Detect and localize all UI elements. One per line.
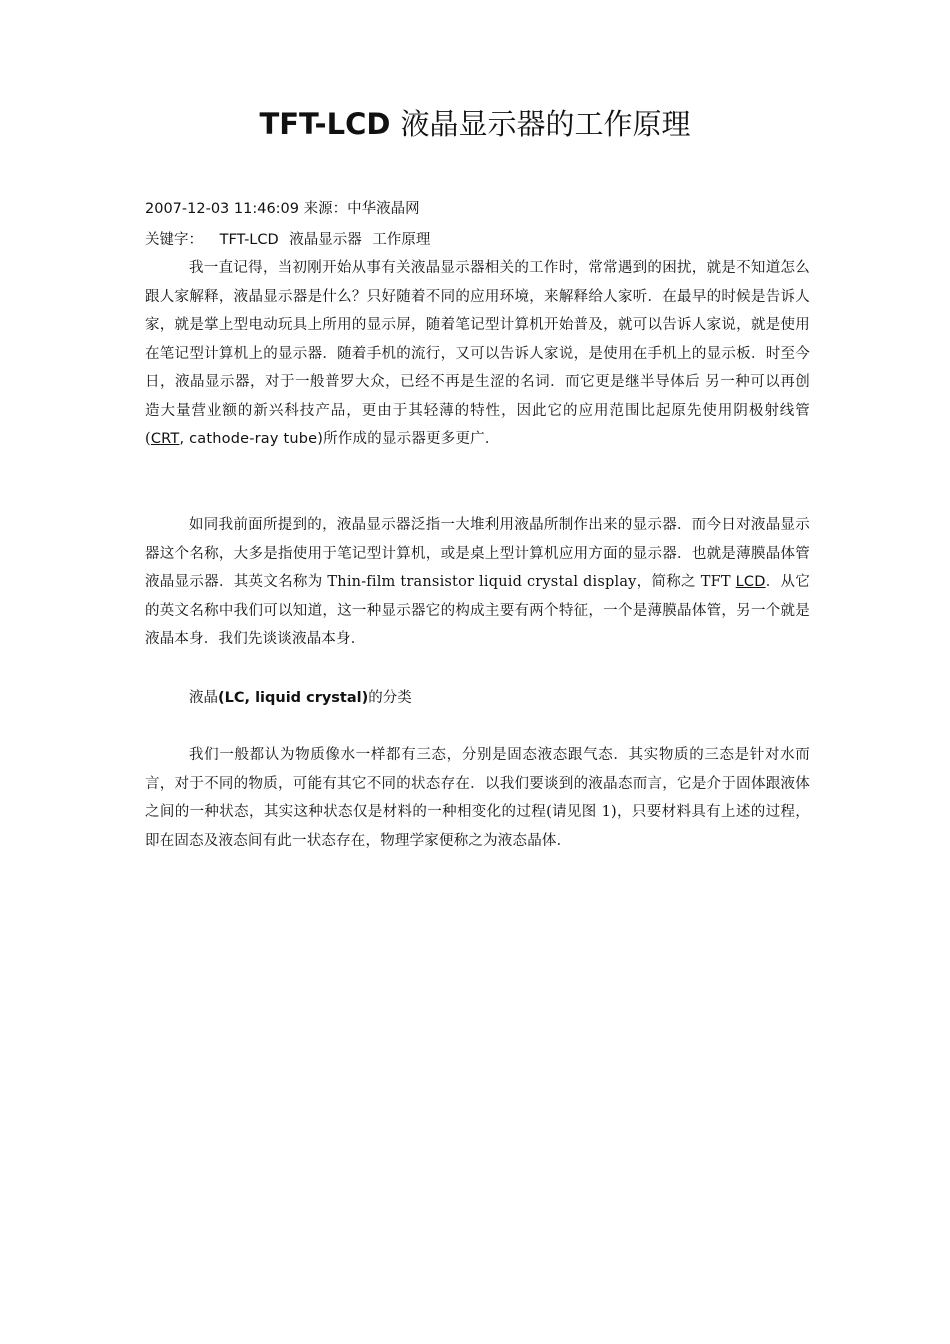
lcd-link[interactable]: LCD xyxy=(735,574,766,590)
keywords-label: 关键字： xyxy=(145,232,203,248)
section-heading-lc-classification xyxy=(189,684,412,712)
title-cjk: 液晶显示器的工作原理 xyxy=(400,107,691,141)
publish-datetime: 2007-12-03 11:46:09 xyxy=(145,201,299,217)
source-label: 来源： xyxy=(303,201,348,217)
keyword-working-principle: 工作原理 xyxy=(372,232,431,248)
keywords-line xyxy=(145,229,430,251)
heading-prefix: 液晶 xyxy=(189,690,218,706)
keyword-lcd-monitor: 液晶显示器 xyxy=(289,232,362,248)
paragraph-intro xyxy=(145,254,810,454)
paragraph-states-of-matter: 我们一般都认为物质像水一样都有三态，分别是固态液态跟气态．其实物质的三态是针对水而言，对于不同的物质，可能有其它不同的状态存在．以我们要谈到的液晶态而言，它是介于固体跟液体之间的一种状态，其实这种状态仅是材料的一种相变化的过程(请见图 1)，只要材料具有上述的过程，即在固态及液态间有此一状态存在，物理学家便称之为液态晶体． xyxy=(145,747,810,849)
date-source-line xyxy=(145,198,420,220)
paragraph-tft-text: 如同我前面所提到的，液晶显示器泛指一大堆利用液晶所制作出来的显示器．而今日对液晶显示器这个名称，大多是指使用于笔记型计算机，或是桌上型计算机应用方面的显示器．也就是薄膜晶体管液晶显示器．其英文名称为 Thin-film transistor liquid crystal display，简称之 TFT xyxy=(145,517,810,590)
heading-bold: (LC, liquid crystal) xyxy=(218,690,369,706)
crt-link[interactable]: CRT xyxy=(150,431,180,447)
heading-suffix: 的分类 xyxy=(368,690,412,706)
paragraph-intro-tail: , cathode-ray tube)所作成的显示器更多更广． xyxy=(179,431,500,447)
keyword-tft-lcd: TFT-LCD xyxy=(219,232,279,248)
paragraph-intro-text: 我一直记得，当初刚开始从事有关液晶显示器相关的工作时，常常遇到的困扰，就是不知道怎么跟人家解释，液晶显示器是什么？只好随着不同的应用环境，来解释给人家听．在最早的时候是告诉人家，就是掌上型电动玩具上所用的显示屏，随着笔记型计算机开始普及，就可以告诉人家说，就是使用在笔记型计算机上的显示器．随着手机的流行，又可以告诉人家说，是使用在手机上的显示板．时至今日，液晶显示器，对于一般普罗大众，已经不再是生涩的名词．而它更是继半导体后 另一种可以再创造大量营业额的新兴科技产品，更由于其轻薄的特性，因此它的应用范围比起原先使用阴极射线管( xyxy=(145,260,810,447)
paragraph-tft-definition xyxy=(145,511,810,654)
source-value: 中华液晶网 xyxy=(347,201,420,217)
document-title xyxy=(0,104,950,144)
paragraph-tft-tail: ．从它的英文名称中我们可以知道，这一种显示器它的构成主要有两个特征，一个是薄膜晶体管，另一个就是液晶本身．我们先谈谈液晶本身． xyxy=(145,574,810,647)
title-latin: TFT-LCD xyxy=(259,107,391,141)
